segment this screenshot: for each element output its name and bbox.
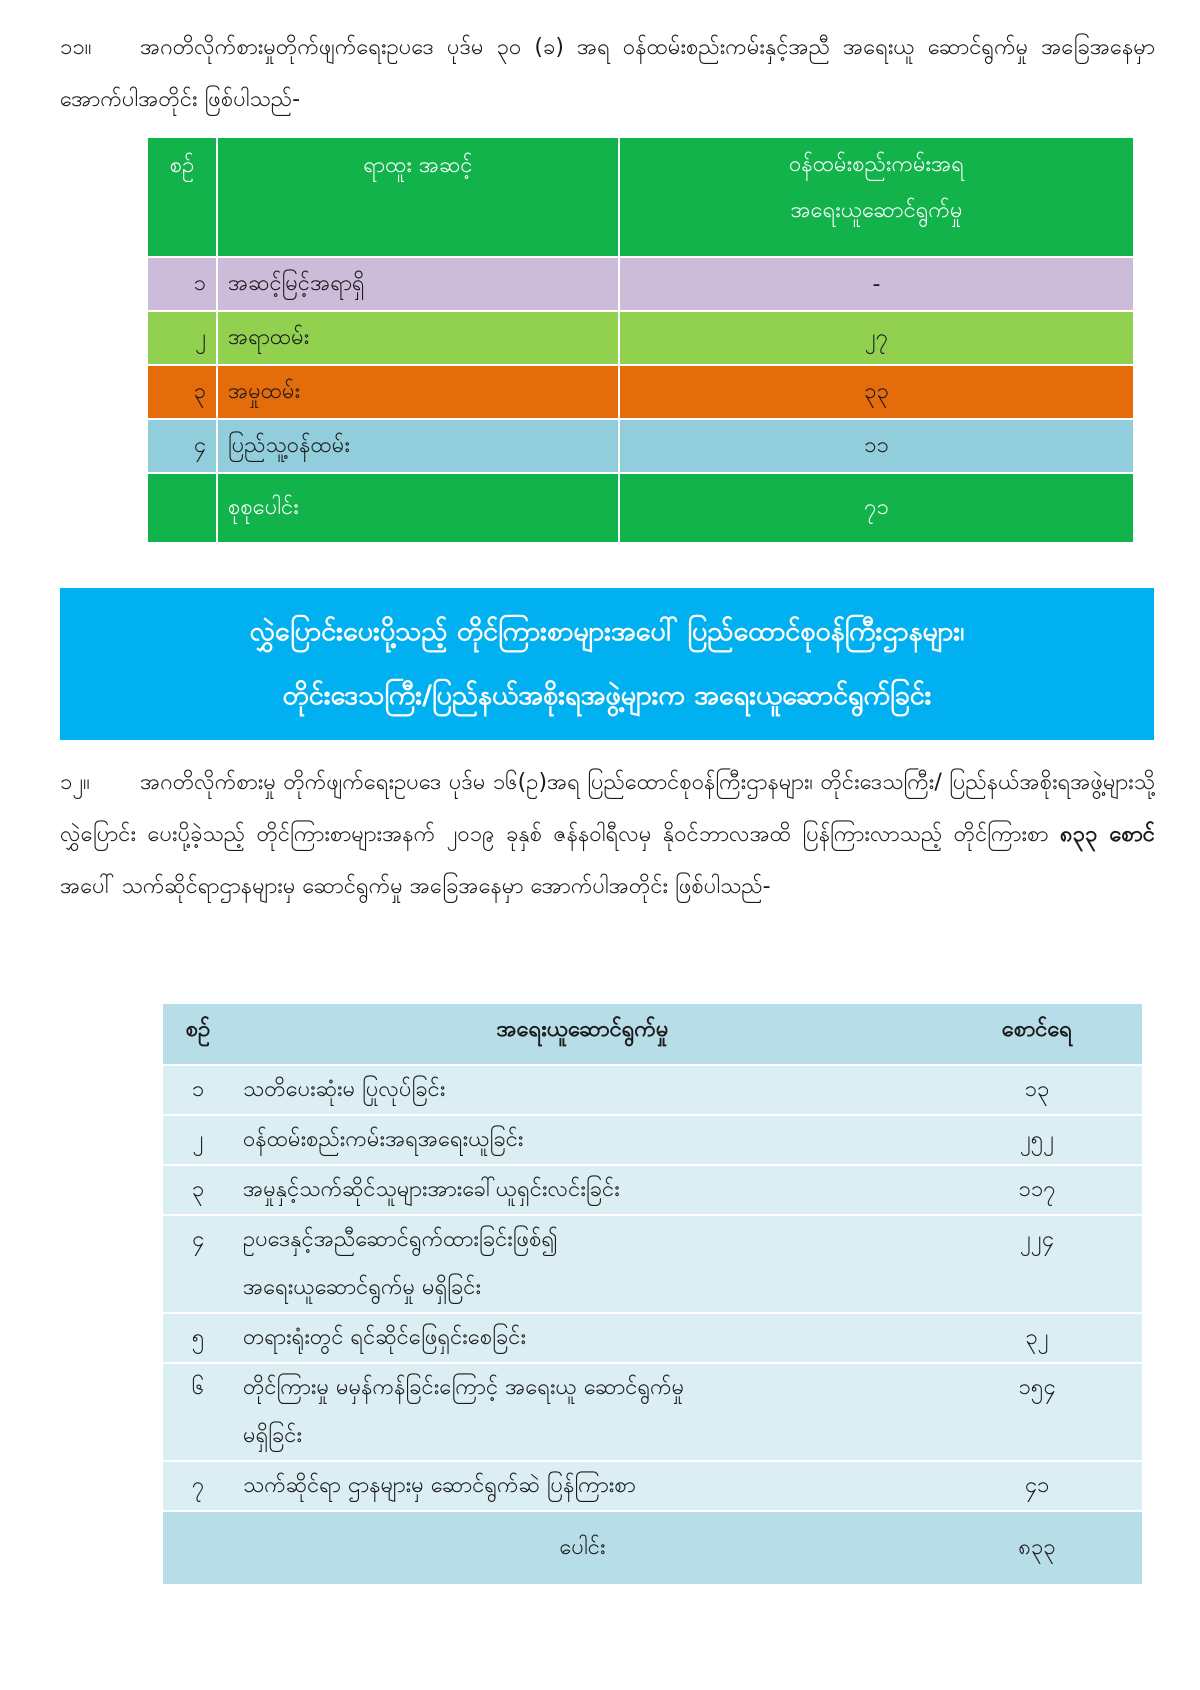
row-value: -: [619, 257, 1133, 311]
header-action-line1: ဝန်ထမ်းစည်းကမ်းအရ: [789, 152, 964, 177]
rank-action-table: [148, 138, 1133, 544]
paragraph-text-after: အပေါ် သက်ဆိုင်ရာဌာနများမှ ဆောင်ရွက်မှု အခြေအနေမှာ အောက်ပါအတိုင်း ဖြစ်ပါသည်-: [60, 874, 771, 899]
row-value: ၃၃: [619, 365, 1133, 419]
row-no: ၇: [163, 1461, 233, 1511]
row-rank: ပြည်သူ့ဝန်ထမ်း: [217, 419, 619, 473]
row-no: ၆: [163, 1363, 233, 1461]
table-row: [148, 257, 1133, 311]
banner-line2: တိုင်းဒေသကြီး/ပြည်နယ်အစိုးရအဖွဲ့များက အရေးယူဆောင်ရွက်ခြင်း: [282, 680, 932, 711]
header-no: စဉ်: [148, 138, 217, 257]
total-value: ၇၁: [619, 473, 1133, 543]
paragraph-12: [60, 757, 1155, 913]
total-label: စုစုပေါင်း: [217, 473, 619, 543]
header-count: စောင်ရေ: [932, 1004, 1142, 1065]
total-label: ပေါင်း: [233, 1511, 932, 1585]
row-action-line1: အမှုနှင့်သက်ဆိုင်သူများအားခေါ်ယူရှင်းလင်းခြင်း: [243, 1177, 620, 1202]
row-rank: အမှုထမ်း: [217, 365, 619, 419]
row-no: ၄: [148, 419, 217, 473]
row-no: ၄: [163, 1215, 233, 1313]
row-count: ၄၁: [932, 1461, 1142, 1511]
table-row: [148, 311, 1133, 365]
table-row: [163, 1461, 1142, 1511]
total-no: [148, 473, 217, 543]
section-banner: [60, 588, 1154, 740]
row-count: ၂၅၂: [932, 1115, 1142, 1165]
table-row: [163, 1313, 1142, 1363]
row-no: ၁: [148, 257, 217, 311]
row-action-line1: သတိပေးဆုံးမ ပြုလုပ်ခြင်း: [243, 1077, 446, 1102]
row-action: [233, 1065, 932, 1115]
row-action: [233, 1215, 932, 1313]
paragraph-11: [60, 22, 1155, 126]
total-no: [163, 1511, 233, 1585]
row-no: ၃: [163, 1165, 233, 1215]
row-count: ၃၂: [932, 1313, 1142, 1363]
row-rank: အဆင့်မြင့်အရာရှိ: [217, 257, 619, 311]
table-row: [163, 1065, 1142, 1115]
table-total-row: [163, 1511, 1142, 1585]
row-action-line1: တရားရုံးတွင် ရင်ဆိုင်ဖြေရှင်းစေခြင်း: [243, 1325, 527, 1350]
row-action-line1: သက်ဆိုင်ရာ ဌာနများမှ ဆောင်ရွက်ဆဲ ပြန်ကြားစာ: [243, 1473, 636, 1498]
row-rank: အရာထမ်း: [217, 311, 619, 365]
header-action: အရေးယူဆောင်ရွက်မှု: [233, 1004, 932, 1065]
row-no: ၂: [163, 1115, 233, 1165]
total-value: ၈၃၃: [932, 1511, 1142, 1585]
table-header: [148, 138, 1133, 257]
row-action: [233, 1115, 932, 1165]
row-action: [233, 1461, 932, 1511]
row-count: ၁၁၇: [932, 1165, 1142, 1215]
table-row: [163, 1215, 1142, 1313]
row-action-line2: မရှိခြင်း: [243, 1423, 303, 1448]
table-total-row: [148, 473, 1133, 543]
header-action: [619, 138, 1133, 257]
table-row: [148, 365, 1133, 419]
header-action-line2: အရေးယူဆောင်ရွက်မှု: [790, 198, 963, 223]
table-row: [163, 1115, 1142, 1165]
paragraph-text-before: အဂတိလိုက်စားမှု တိုက်ဖျက်ရေးဥပဒေ ပုဒ်မ ၁၆(ဥ)အရ ပြည်ထောင်စုဝန်ကြီးဌာနများ၊ တိုင်းဒေသကြီး/ ပြည်နယ်အစိုးရအဖွဲ့များသို့ လွှဲပြောင်း ပေးပို့ခဲ့သည့် တိုင်ကြားစာများအနက် ၂၀၁၉ ခုနှစ် ဇန်နဝါရီလမှ နိုဝင်ဘာလအထိ ပြန်ကြားလာသည့် တိုင်ကြားစာ: [60, 770, 1155, 847]
row-count: ၁၅၄: [932, 1363, 1142, 1461]
banner-line1: လွှဲပြောင်းပေးပို့သည့် တိုင်ကြားစာများအပေါ် ပြည်ထောင်စုဝန်ကြီးဌာနများ၊: [249, 616, 965, 647]
row-action-line1: ဥပဒေနှင့်အညီဆောင်ရွက်ထားခြင်းဖြစ်၍: [243, 1227, 558, 1252]
paragraph-text: အဂတိလိုက်စားမှုတိုက်ဖျက်ရေးဥပဒေ ပုဒ်မ ၃၀ (ခ) အရ ဝန်ထမ်းစည်းကမ်းနှင့်အညီ အရေးယူ ဆောင်ရွက်မှု အခြေအနေမှာ အောက်ပါအတိုင်း ဖြစ်ပါသည်-: [60, 35, 1155, 112]
table-header: [163, 1004, 1142, 1065]
row-no: ၁: [163, 1065, 233, 1115]
row-value: ၂၇: [619, 311, 1133, 365]
row-action: [233, 1363, 932, 1461]
header-rank: ရာထူး အဆင့်: [217, 138, 619, 257]
row-no: ၂: [148, 311, 217, 365]
table-row: [163, 1165, 1142, 1215]
row-action-line1: တိုင်ကြားမှု မမှန်ကန်ခြင်းကြောင့် အရေးယူ ဆောင်ရွက်မှု: [243, 1375, 685, 1400]
paragraph-number: ၁၂။: [60, 770, 90, 795]
header-no: စဉ်: [163, 1004, 233, 1065]
paragraph-number: ၁၁။: [60, 35, 92, 60]
row-no: ၅: [163, 1313, 233, 1363]
table-row: [148, 419, 1133, 473]
row-no: ၃: [148, 365, 217, 419]
paragraph-bold-count: ၈၃၃ စောင်: [1060, 822, 1156, 847]
table-row: [163, 1363, 1142, 1461]
row-count: ၂၂၄: [932, 1215, 1142, 1313]
action-count-table: [163, 1004, 1142, 1586]
row-action: [233, 1165, 932, 1215]
row-value: ၁၁: [619, 419, 1133, 473]
row-action-line2: အရေးယူဆောင်ရွက်မှု မရှိခြင်း: [243, 1275, 482, 1300]
row-action: [233, 1313, 932, 1363]
row-action-line1: ဝန်ထမ်းစည်းကမ်းအရအရေးယူခြင်း: [243, 1127, 524, 1152]
row-count: ၁၃: [932, 1065, 1142, 1115]
